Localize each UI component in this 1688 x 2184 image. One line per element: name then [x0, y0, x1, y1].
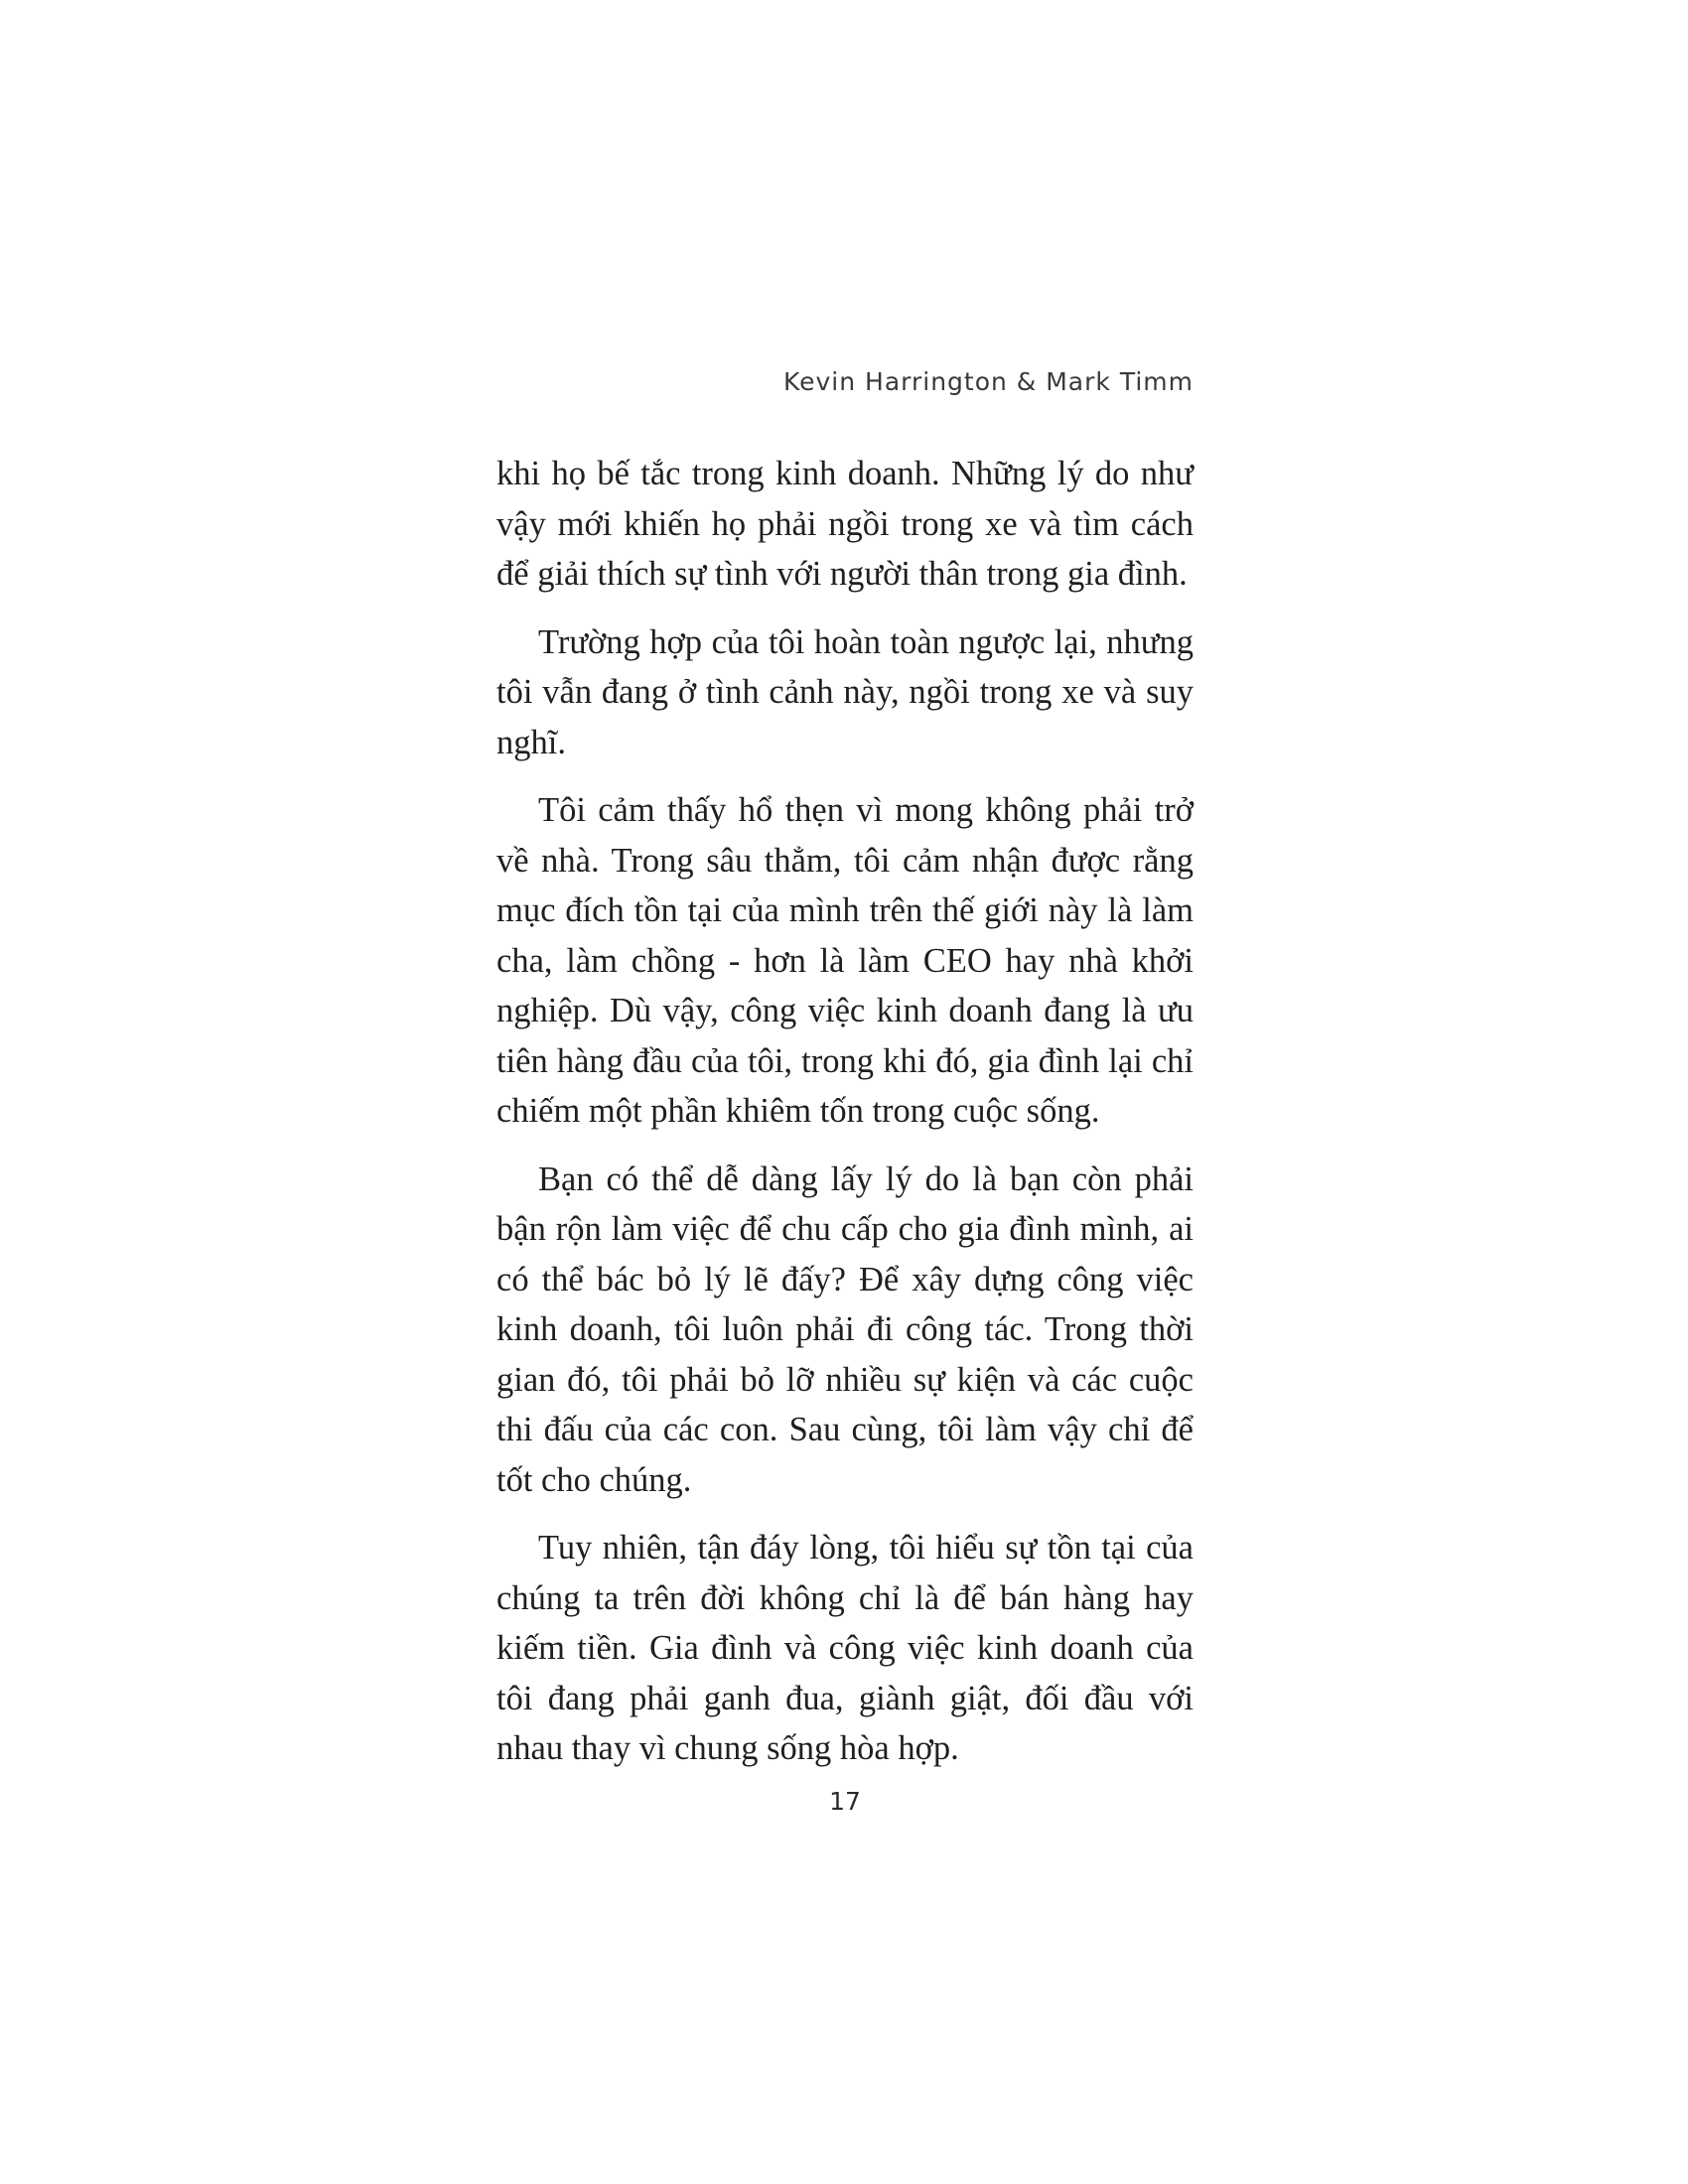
paragraph-4: Bạn có thể dễ dàng lấy lý do là bạn còn phải bận rộn làm việc để chu cấp cho gia đình mình, ai có thể bác bỏ lý lẽ đấy? Để xây dựng công việc kinh doanh, tôi luôn phải đi công tác. Trong thời gian đó, tôi phải bỏ lỡ nhiều sự kiện và các cuộc thi đấu của các con. Sau cùng, tôi làm vậy chỉ để tốt cho chúng.	[496, 1160, 1194, 1499]
page-number: 17	[829, 1787, 861, 1816]
paragraph-3: Tôi cảm thấy hổ thẹn vì mong không phải trở về nhà. Trong sâu thẳm, tôi cảm nhận được rằng mục đích tồn tại của mình trên thế giới này là làm cha, làm chồng - hơn là làm CEO hay nhà khởi nghiệp. Dù vậy, công việc kinh doanh đang là ưu tiên hàng đầu của tôi, trong khi đó, gia đình lại chỉ chiếm một phần khiêm tốn trong cuộc sống.	[496, 791, 1194, 1130]
paragraph-2: Trường hợp của tôi hoàn toàn ngược lại, nhưng tôi vẫn đang ở tình cảnh này, ngồi trong xe và suy nghĩ.	[496, 622, 1194, 761]
paragraph-5: Tuy nhiên, tận đáy lòng, tôi hiểu sự tồn tại của chúng ta trên đời không chỉ là để bán hàng hay kiếm tiền. Gia đình và công việc kinh doanh của tôi đang phải ganh đua, giành giật, đối đầu với nhau thay vì chung sống hòa hợp.	[496, 1529, 1194, 1767]
paragraph-1: khi họ bế tắc trong kinh doanh. Những lý do như vậy mới khiến họ phải ngồi trong xe và tìm cách để giải thích sự tình với người thân trong gia đình.	[496, 455, 1194, 593]
body-text	[496, 449, 1194, 1792]
running-header-authors: Kevin Harrington & Mark Timm	[782, 367, 1194, 396]
